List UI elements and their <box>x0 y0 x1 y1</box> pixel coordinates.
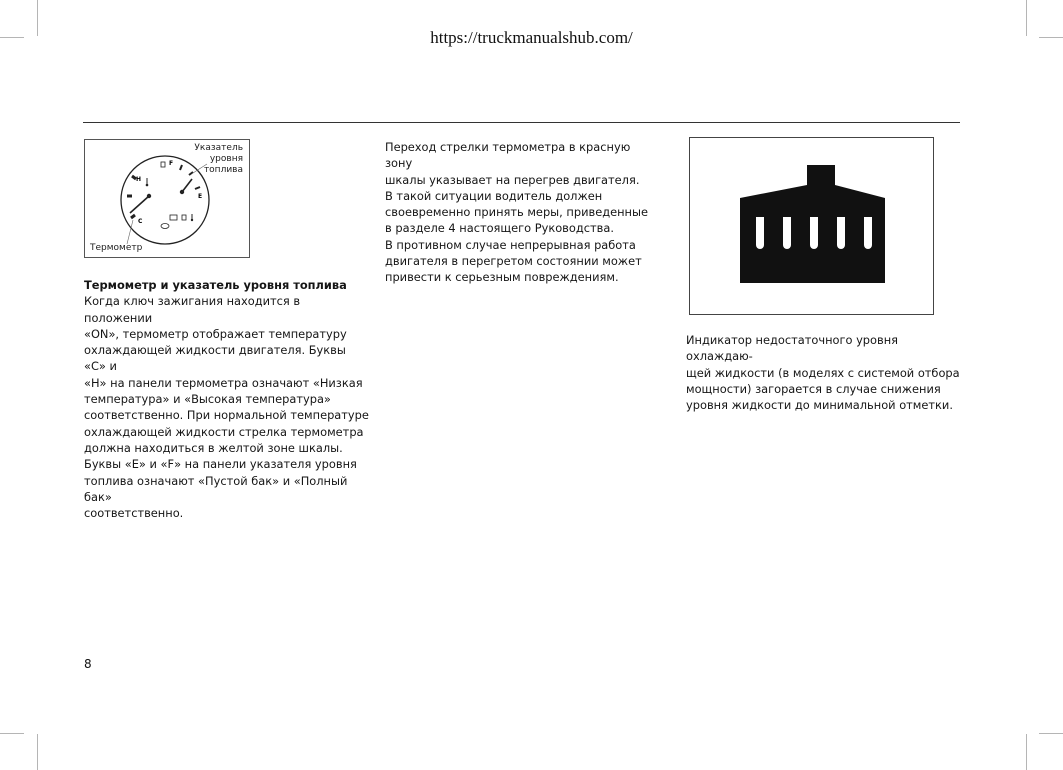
text-line: охлаждающей жидкости двигателя. Буквы «С» и <box>84 343 346 374</box>
text-line: Когда ключ зажигания находится в положении <box>84 294 301 325</box>
section-heading: Термометр и указатель уровня топлива <box>84 278 347 292</box>
mark-h: H <box>136 176 142 183</box>
text-line: топлива означают «Пустой бак» и «Полный бак» <box>84 473 348 504</box>
overheat-section <box>385 139 660 286</box>
coolant-indicator-section <box>686 332 966 413</box>
text-line: уровня жидкости до минимальной отметки. <box>686 398 953 413</box>
text-line: Индикатор недостаточного уровня охлаждаю- <box>686 333 899 364</box>
text-line: В противном случае непрерывная работа <box>385 237 636 252</box>
crop-mark <box>1026 734 1027 770</box>
text-line: Буквы «Е» и «F» на панели указателя уровня <box>84 457 357 472</box>
text-line: «Н» на панели термометра означают «Низкая <box>84 375 363 390</box>
text-line: в разделе 4 настоящего Руководства. <box>385 221 614 236</box>
text-line: привести к серьезным повреждениям. <box>385 270 619 285</box>
header-rule <box>83 122 960 123</box>
text-line: охлаждающей жидкости стрелка термометра <box>84 424 364 439</box>
text-line: щей жидкости (в моделях с системой отбора <box>686 365 960 380</box>
text-line: своевременно принять меры, приведенные <box>385 205 648 220</box>
gauge-figure <box>84 139 250 258</box>
text-line: соответственно. При нормальной температуре <box>84 408 369 423</box>
text-line: «ON», термометр отображает температуру <box>84 326 347 341</box>
text-line: В такой ситуации водитель должен <box>385 188 603 203</box>
thermometer-label: Термометр <box>90 243 143 253</box>
coolant-indicator-figure <box>689 137 934 315</box>
crop-mark <box>37 734 38 770</box>
mark-e: E <box>198 193 203 200</box>
text-line: мощности) загорается в случае снижения <box>686 381 941 396</box>
crop-mark <box>0 733 24 734</box>
text-line: двигателя в перегретом состоянии может <box>385 254 642 269</box>
text-line: должна находиться в желтой зоне шкалы. <box>84 440 343 455</box>
page-number: 8 <box>84 657 92 671</box>
crop-mark <box>1039 733 1063 734</box>
text-line: шкалы указывает на перегрев двигателя. <box>385 172 640 187</box>
text-line: соответственно. <box>84 506 184 521</box>
text-line: температура» и «Высокая температура» <box>84 392 331 407</box>
thermometer-fuel-section <box>84 277 369 521</box>
fuel-gauge-label: Указатель уровня топлива <box>194 143 243 175</box>
mark-f: F <box>169 160 174 167</box>
coolant-level-warning-icon <box>690 138 935 316</box>
mark-c: C <box>138 218 143 225</box>
site-url[interactable]: https://truckmanualshub.com/ <box>430 28 633 47</box>
text-line: Переход стрелки термометра в красную зону <box>385 140 631 171</box>
